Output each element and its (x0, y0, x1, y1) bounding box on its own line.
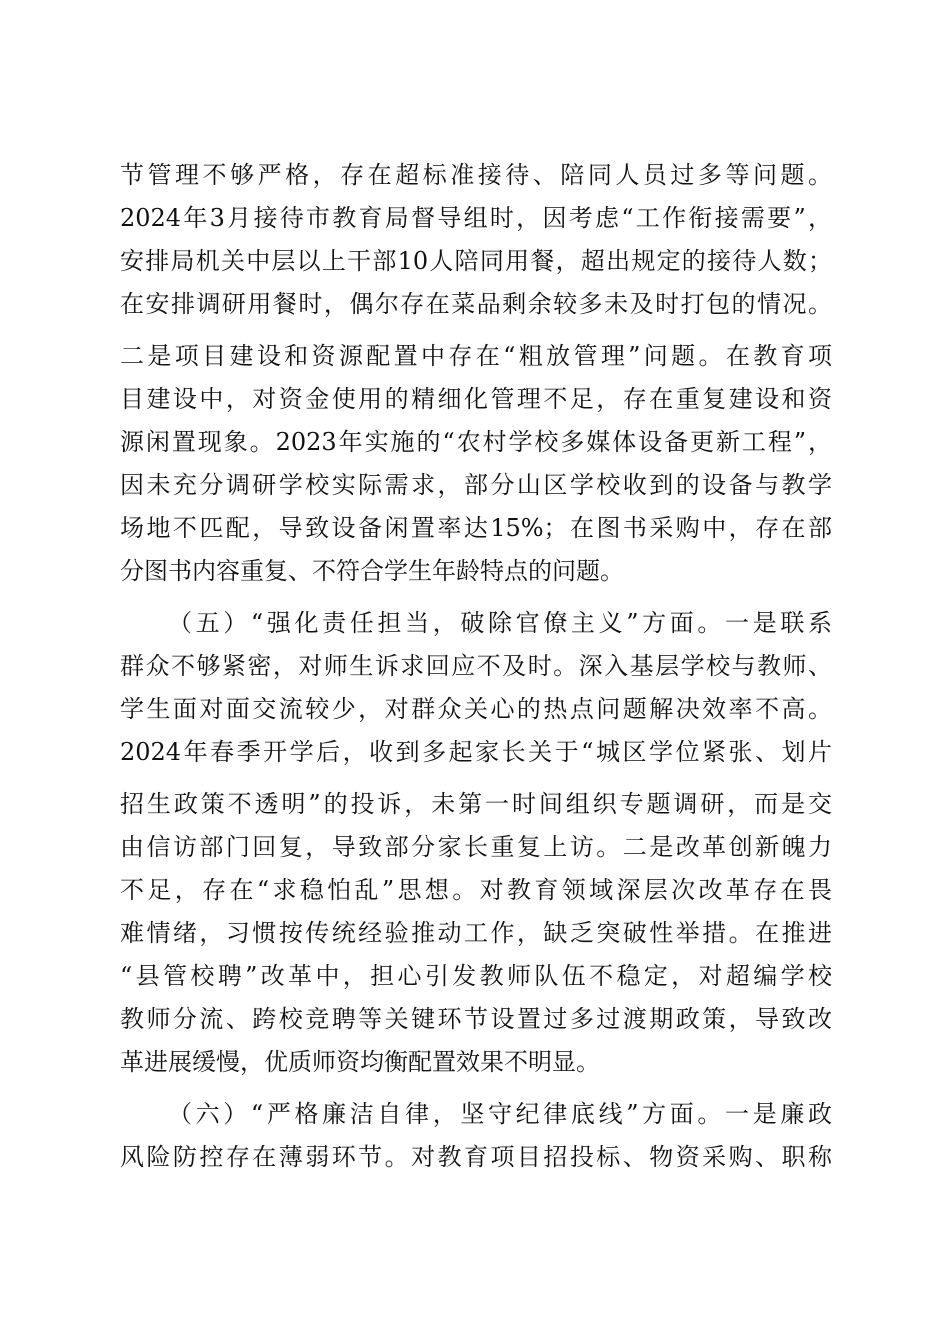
text-line: 学生面对面交流较少，对群众关心的热点问题解决效率不高。 (120, 695, 832, 723)
text-line: 2024年春季开学后，收到多起家长关于“城区学位紧张、划片 (120, 738, 832, 766)
text-line: 2024年3月接待市教育局督导组时，因考虑“工作衔接需要”， (120, 204, 832, 232)
text-line: 由信访部门回复，导致部分家长重复上访。二是改革创新魄力 (120, 833, 832, 861)
text-line: 在安排调研用餐时，偶尔存在菜品剩余较多未及时打包的情况。 (120, 290, 832, 318)
text-line: 因未充分调研学校实际需求，部分山区学校收到的设备与教学 (120, 471, 832, 499)
text-line: 二是项目建设和资源配置中存在“粗放管理”问题。在教育项 (120, 342, 832, 370)
text-line: 目建设中，对资金使用的精细化管理不足，存在重复建设和资 (120, 385, 832, 413)
section-heading-line: （五）“强化责任担当，破除官僚主义”方面。一是联系 (168, 609, 832, 637)
text-line: “县管校聘”改革中，担心引发教师队伍不稳定，对超编学校 (120, 962, 832, 990)
text-line: 分图书内容重复、不符合学生年龄特点的问题。 (120, 557, 624, 585)
text-line: 不足，存在“求稳怕乱”思想。对教育领域深层次改革存在畏 (120, 876, 832, 904)
text-line: 革进展缓慢，优质师资均衡配置效果不明显。 (120, 1048, 600, 1076)
section-heading-line: （六）“严格廉洁自律，坚守纪律底线”方面。一是廉政 (168, 1100, 832, 1128)
text-line: 源闲置现象。2023年实施的“农村学校多媒体设备更新工程”， (120, 428, 832, 456)
text-line: 群众不够紧密，对师生诉求回应不及时。深入基层学校与教师、 (120, 652, 832, 680)
text-line: 难情绪，习惯按传统经验推动工作，缺乏突破性举措。在推进 (120, 919, 832, 947)
text-line: 教师分流、跨校竞聘等关键环节设置过多过渡期政策，导致改 (120, 1005, 832, 1033)
text-line: 招生政策不透明”的投诉，未第一时间组织专题调研，而是交 (120, 790, 832, 818)
text-line: 节管理不够严格，存在超标准接待、陪同人员过多等问题。 (120, 161, 832, 189)
text-line: 安排局机关中层以上干部10人陪同用餐，超出规定的接待人数； (120, 247, 832, 275)
text-line: 风险防控存在薄弱环节。对教育项目招投标、物资采购、职称 (120, 1143, 832, 1171)
text-line: 场地不匹配，导致设备闲置率达15%；在图书采购中，存在部 (120, 514, 832, 542)
